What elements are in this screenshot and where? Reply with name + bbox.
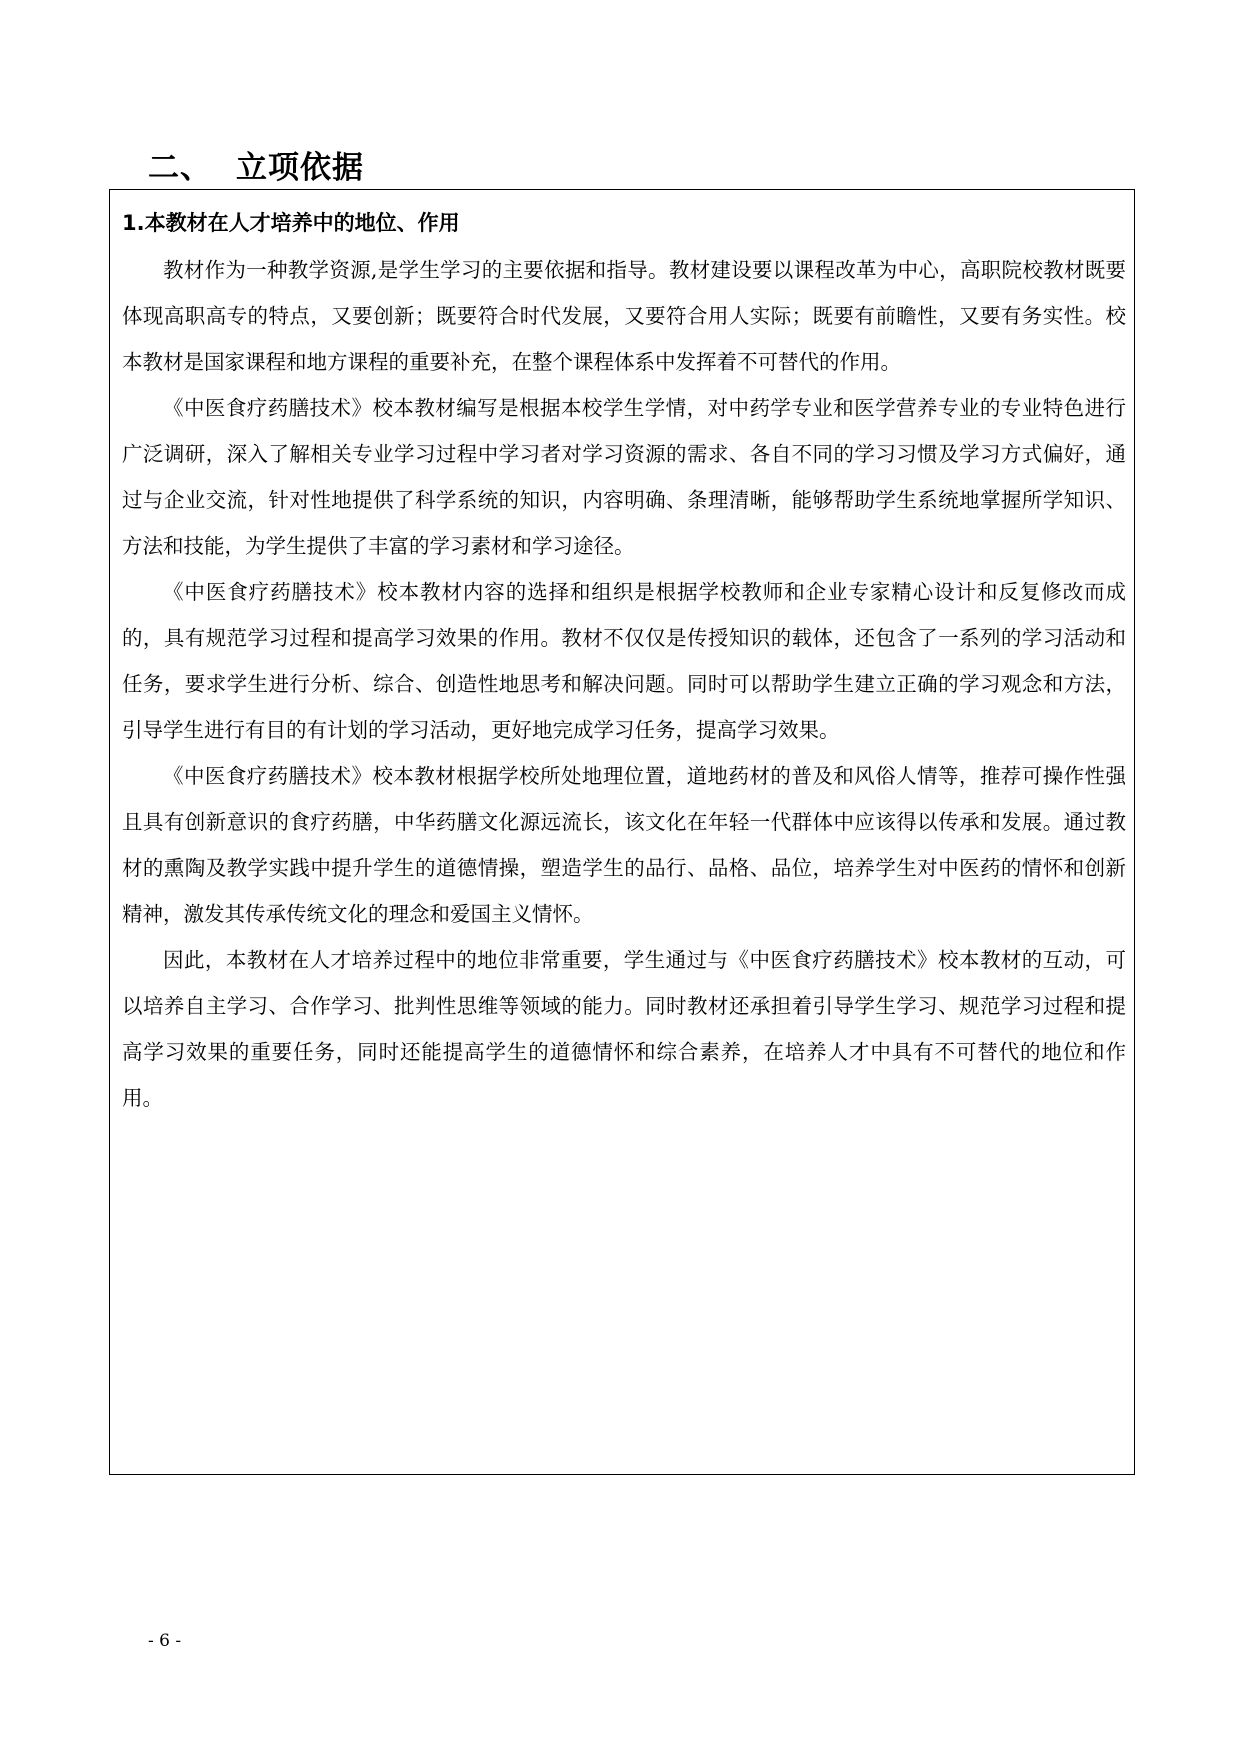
paragraph-4: 《中医食疗药膳技术》校本教材根据学校所处地理位置，道地药材的普及和风俗人情等，推荐可操作性强且具有创新意识的食疗药膳，中华药膳文化源远流长，该文化在年轻一代群体中应该得以传承和发展。通过教材的熏陶及教学实践中提升学生的道德情操，塑造学生的品行、品格、品位，培养学生对中医药的情怀和创新精神，激发其传承传统文化的理念和爱国主义情怀。 bbox=[122, 764, 1126, 926]
section-title: 立项依据 bbox=[236, 150, 364, 186]
paragraph-5: 因此，本教材在人才培养过程中的地位非常重要，学生通过与《中医食疗药膳技术》校本教材的互动，可以培养自主学习、合作学习、批判性思维等领域的能力。同时教材还承担着引导学生学习、规范学习过程和提高学习效果的重要任务，同时还能提高学生的道德情怀和综合素养，在培养人才中具有不可替代的地位和作用。 bbox=[122, 948, 1126, 1110]
content-box bbox=[109, 189, 1135, 1475]
section-heading bbox=[148, 148, 364, 188]
section-number: 二、 bbox=[148, 150, 212, 186]
paragraph-2: 《中医食疗药膳技术》校本教材编写是根据本校学生学情，对中药学专业和医学营养专业的专业特色进行广泛调研，深入了解相关专业学习过程中学习者对学习资源的需求、各自不同的学习习惯及学习方式偏好，通过与企业交流，针对性地提供了科学系统的知识，内容明确、条理清晰，能够帮助学生系统地掌握所学知识、方法和技能，为学生提供了丰富的学习素材和学习途径。 bbox=[122, 396, 1126, 558]
page-number: - 6 - bbox=[148, 1631, 182, 1651]
box-subheading: 1.本教材在人才培养中的地位、作用 bbox=[122, 211, 460, 235]
paragraph-1: 教材作为一种教学资源,是学生学习的主要依据和指导。教材建设要以课程改革为中心，高职院校教材既要体现高职高专的特点，又要创新；既要符合时代发展，又要符合用人实际；既要有前瞻性，又要有务实性。校本教材是国家课程和地方课程的重要补充，在整个课程体系中发挥着不可替代的作用。 bbox=[122, 258, 1126, 374]
paragraph-3: 《中医食疗药膳技术》校本教材内容的选择和组织是根据学校教师和企业专家精心设计和反复修改而成的，具有规范学习过程和提高学习效果的作用。教材不仅仅是传授知识的载体，还包含了一系列的学习活动和任务，要求学生进行分析、综合、创造性地思考和解决问题。同时可以帮助学生建立正确的学习观念和方法，引导学生进行有目的有计划的学习活动，更好地完成学习任务，提高学习效果。 bbox=[122, 580, 1126, 742]
